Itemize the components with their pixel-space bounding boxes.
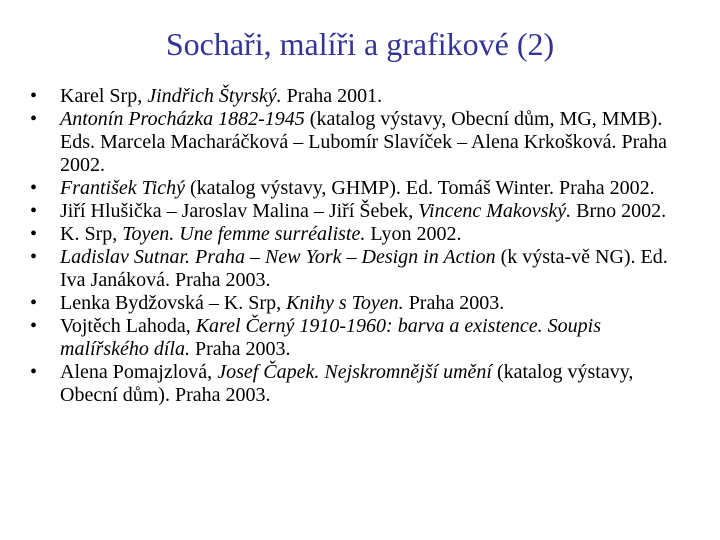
item-title: Ladislav Sutnar. Praha – New York – Design in Action <box>60 246 496 268</box>
bullet-icon: • <box>30 223 38 245</box>
item-text: Jiří Hlušička – Jaroslav Malina – Jiří Šebek, <box>60 200 419 222</box>
item-text: (katalog výstavy, Obecní dům). Praha 2003. <box>60 361 634 406</box>
item-title: Karel Černý 1910-1960: barva a existence. Soupis malířského díla. <box>60 315 601 360</box>
bullet-icon: • <box>30 292 38 314</box>
list-item <box>30 108 690 177</box>
list-item <box>30 292 690 315</box>
item-text: K. Srp, <box>60 223 123 245</box>
item-title: Jindřich Štyrský. <box>147 85 282 107</box>
bullet-icon: • <box>30 200 38 222</box>
bullet-icon: • <box>30 85 38 107</box>
list-item <box>30 361 690 407</box>
item-text: Praha 2003. <box>190 338 291 360</box>
item-text: Brno 2002. <box>571 200 667 222</box>
item-title: František Tichý <box>60 177 185 199</box>
list-item <box>30 85 690 108</box>
item-title: Josef Čapek. Nejskromnější umění <box>217 361 492 383</box>
item-text: Praha 2003. <box>403 292 505 314</box>
bullet-icon: • <box>30 246 38 268</box>
bibliography-list <box>30 85 690 407</box>
list-item <box>30 246 690 292</box>
item-title: Antonín Procházka 1882-1945 <box>60 108 305 130</box>
item-text: Alena Pomajzlová, <box>60 361 218 383</box>
list-item <box>30 315 690 361</box>
item-text: (katalog výstavy, Obecní dům, MG, MMB). Eds. Marcela Macharáčková – Lubomír Slavíček – Alena Krkošková. Praha 2002. <box>60 108 668 176</box>
item-title: Vincenc Makovský. <box>418 200 572 222</box>
bullet-icon: • <box>30 361 38 383</box>
item-title: Toyen. Une femme surréaliste. <box>122 223 366 245</box>
item-text: Karel Srp, <box>60 85 148 107</box>
bullet-icon: • <box>30 108 38 130</box>
item-text: Lyon 2002. <box>365 223 462 245</box>
bullet-icon: • <box>30 177 38 199</box>
item-title: Knihy s Toyen. <box>286 292 404 314</box>
list-item <box>30 177 690 200</box>
item-text: Lenka Bydžovská – K. Srp, <box>60 292 287 314</box>
bullet-icon: • <box>30 315 38 337</box>
slide-title: Sochaři, malíři a grafikové (2) <box>165 26 555 62</box>
item-text: (k výsta-vě NG). Ed. Iva Janáková. Praha 2003. <box>60 246 668 291</box>
list-item <box>30 200 690 223</box>
item-text: (katalog výstavy, GHMP). Ed. Tomáš Winter. Praha 2002. <box>184 177 655 199</box>
item-text: Vojtěch Lahoda, <box>60 315 196 337</box>
list-item <box>30 223 690 246</box>
item-text: Praha 2001. <box>281 85 383 107</box>
